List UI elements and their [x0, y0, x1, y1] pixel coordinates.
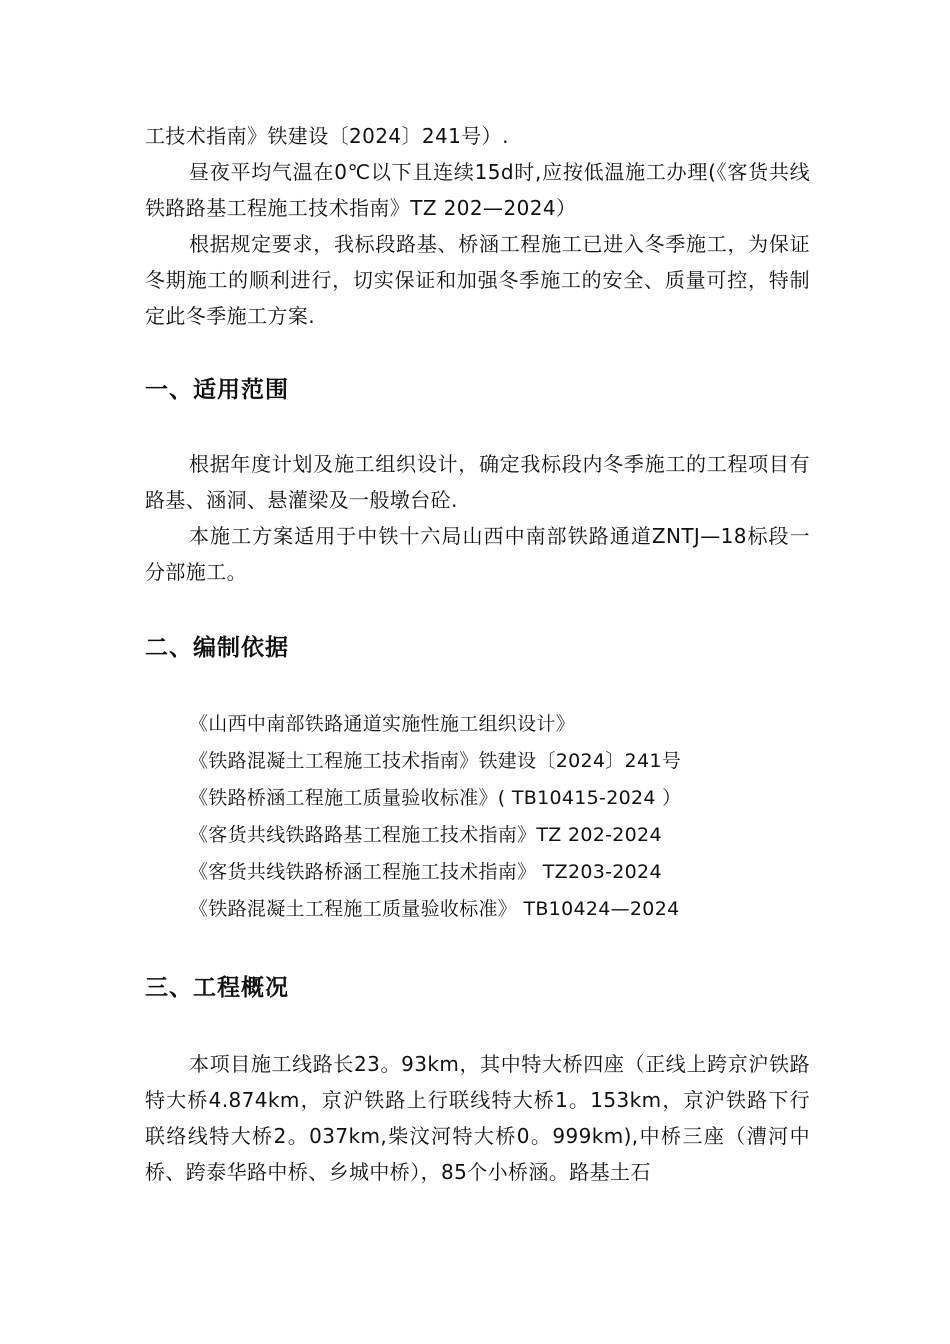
spacer	[145, 408, 810, 446]
scope-paragraph-applicability: 本施工方案适用于中铁十六局山西中南部铁路通道ZNTJ—18标段一分部施工。	[145, 524, 810, 584]
reference-item: 《山西中南部铁路通道实施性施工组织设计》	[189, 713, 576, 735]
intro-continuation-line: 工技术指南》铁建设〔2024〕241号）.	[145, 124, 509, 148]
section-heading-basis: 二、编制依据	[145, 635, 289, 661]
section-heading-overview: 三、工程概况	[145, 975, 289, 1001]
reference-item: 《铁路混凝土工程施工质量验收标准》 TB10424—2024	[189, 898, 680, 920]
overview-paragraph: 本项目施工线路长23。93km，其中特大桥四座（正线上跨京沪铁路特大桥4.874km，京沪铁路上行联线特大桥1。153km，京沪铁路下行联络线特大桥2。037km,柴汶河特大桥0。999km),中桥三座（漕河中桥、跨泰华路中桥、乡城中桥），85个小桥涵。路基土石	[145, 1052, 810, 1184]
scope-paragraph-projects: 根据年度计划及施工组织设计，确定我标段内冬季施工的工程项目有路基、涵洞、悬灌梁及一般墩台砼.	[145, 452, 810, 512]
reference-item: 《铁路桥涵工程施工质量验收标准》( TB10415-2024 ）	[189, 787, 682, 809]
intro-paragraph-temperature: 昼夜平均气温在0℃以下且连续15d时,应按低温施工办理(《客货共线铁路路基工程施工技术指南》TZ 202—2024）	[145, 160, 810, 220]
reference-item: 《客货共线铁路桥涵工程施工技术指南》 TZ203-2024	[189, 861, 662, 883]
reference-list	[145, 706, 810, 928]
spacer	[145, 928, 810, 970]
reference-item: 《铁路混凝土工程施工技术指南》铁建设〔2024〕241号	[189, 750, 682, 772]
document-body	[145, 118, 810, 1190]
spacer	[145, 1006, 810, 1046]
spacer	[145, 334, 810, 372]
section-heading-scope: 一、适用范围	[145, 377, 289, 403]
spacer	[145, 666, 810, 706]
spacer	[145, 590, 810, 630]
reference-item: 《客货共线铁路路基工程施工技术指南》TZ 202-2024	[189, 824, 662, 846]
intro-paragraph-purpose: 根据规定要求，我标段路基、桥涵工程施工已进入冬季施工，为保证冬期施工的顺利进行，切实保证和加强冬季施工的安全、质量可控，特制定此冬季施工方案.	[145, 232, 810, 328]
